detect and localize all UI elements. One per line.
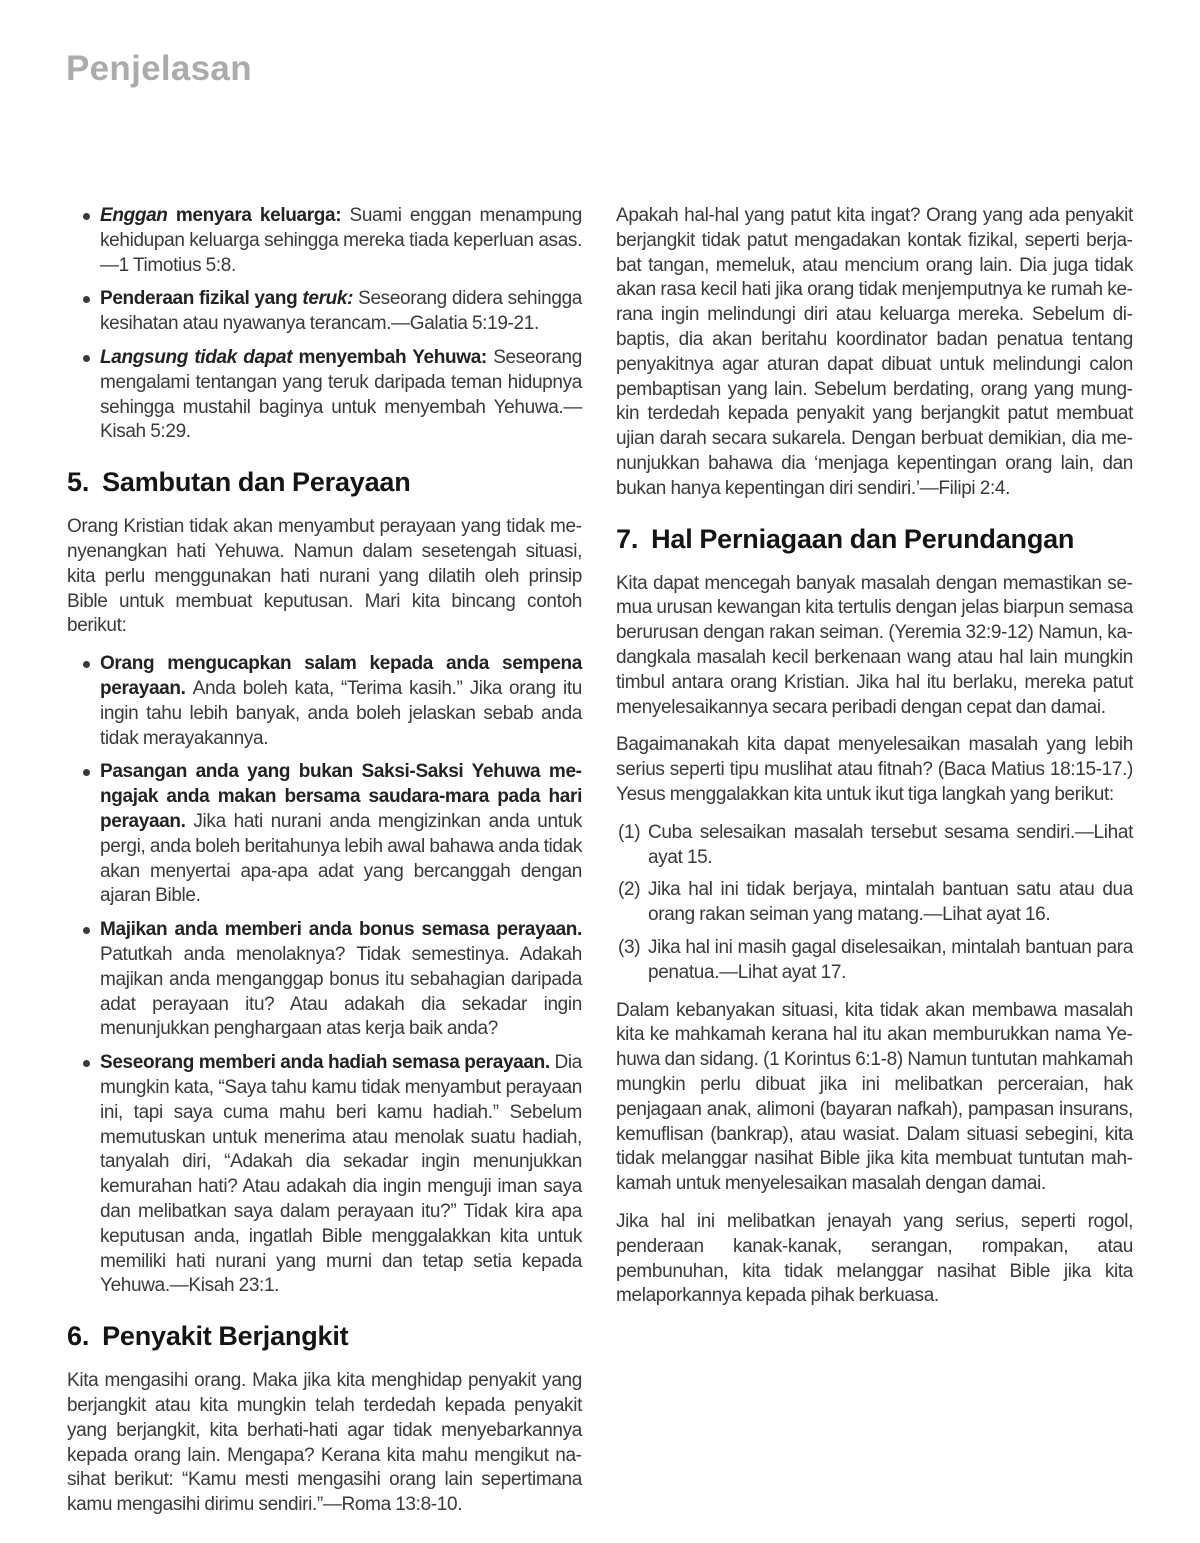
- text-segment: menyembah Yehuwa:: [292, 346, 494, 368]
- text-segment: teruk:: [302, 288, 359, 310]
- step-text: Cuba selesaikan masalah tersebut sesama sendiri.—Lihat ayat 15.: [648, 821, 1133, 868]
- step-text: Jika hal ini tidak berjaya, mintalah bantuan satu atau dua orang rakan seiman yang matang.—Lihat ayat 16.: [648, 879, 1133, 926]
- section-heading-6: [67, 1321, 582, 1352]
- list-item: [67, 918, 582, 1042]
- text-segment: Penderaan fizikal yang: [100, 288, 303, 310]
- paragraph: Dalam kebanyakan situasi, kita tidak akan membawa masalah kita ke mahkamah kerana hal itu akan memburukkan nama Yehuwa dan sidang. (1 Korintus 6:1-8) Namun tuntutan mahkamah mungkin perlu dibuat jika ini melibatkan perceraian, hak penjagaan anak, alimoni (bayaran nafkah), pampasan insurans, kemuflisan (bankrap), atau wasiat. Dalam situasi sebegini, kita tidak melanggar nasihat Bible jika kita membuat tuntutan mahkamah untuk menyelesaikan masalah dengan damai.: [616, 999, 1133, 1195]
- list-item: [67, 287, 582, 337]
- steps-list: [616, 821, 1133, 986]
- list-item-text: [100, 287, 582, 337]
- situation-bullet-list: [67, 204, 582, 445]
- list-item-text: [100, 652, 582, 751]
- list-item-text: [100, 346, 582, 445]
- section-title: Penyakit Berjangkit: [102, 1321, 349, 1352]
- list-item: [67, 204, 582, 278]
- text-segment: Suami enggan menampung kehidupan keluarga sehingga mereka tiada keperluan asas.—1 Timotius 5:8.: [100, 205, 582, 276]
- list-item: [67, 760, 582, 909]
- paragraph: Bagaimanakah kita dapat menyelesaikan masalah yang lebih serius seperti tipu muslihat atau fitnah? (Baca Matius 18:15-17.) Yesus menggalakkan kita untuk ikut tiga langkah yang berikut:: [616, 734, 1133, 805]
- step-number: (2): [618, 879, 641, 901]
- section-number: 6.: [67, 1321, 90, 1352]
- list-item-text: [100, 204, 582, 278]
- text-segment: Dia mungkin kata, “Saya tahu kamu tidak menyambut perayaan ini, tapi saya cuma mahu beri kamu hadiah.” Sebelum memutuskan untuk menerima atau menolak suatu hadiah, tanyalah diri, “Adakah dia sekadar ingin menunjukkan kemurahan hati? Atau adakah dia ingin menguji iman saya dan melibatkan saya dalam perayaan itu?” Tidak kira apa keputusan anda, ingatlah Bible menggalakkan kita untuk memiliki hati nurani yang murni dan tetap setia kepada Yehuwa.—Kisah 23:1.: [100, 1052, 582, 1297]
- paragraph: Kita dapat mencegah banyak masalah dengan memastikan semua urusan kewangan kita tertulis dengan jelas biarpun semasa berurusan dengan rakan seiman. (Yeremia 32:9-12) Namun, kadangkala masalah kecil berkenaan wang atau hal lain mungkin timbul antara orang Kristian. Jika hal itu berlaku, mereka patut menyelesaikannya secara peribadi dengan cepat dan damai.: [616, 572, 1133, 718]
- list-item-text: [100, 1051, 582, 1299]
- list-item-text: [100, 918, 582, 1042]
- paragraph: Apakah hal-hal yang patut kita ingat? Orang yang ada penyakit berjangkit tidak patut mengadakan kontak fizikal, seperti berjabat tangan, memeluk, atau mencium orang lain. Dia juga tidak akan rasa kecil hati jika orang tidak menjemputnya ke rumah kerana ingin melindungi diri atau keluarga mereka. Sebelum dibaptis, dia akan beritahu koordinator badan penatua tentang penyakitnya agar aturan dapat dibuat untuk melindungi calon pembaptisan yang lain. Sebelum berdating, orang yang mungkin terdedah kepada penyakit yang berjangkit patut membuat ujian darah secara sukarela. Dengan berbuat demikian, dia menunjukkan bahawa dia ‘menjaga kepentingan orang lain, dan bukan hanya kepentingan diri sendiri.’—Filipi 2:4.: [616, 205, 1133, 499]
- text-segment: menyara keluarga:: [167, 205, 350, 226]
- list-item: [67, 1051, 582, 1299]
- paragraph: Jika hal ini melibatkan jenayah yang serius, seperti rogol, penderaan kanak-kanak, serangan, rompakan, atau pembunuhan, kita tidak melanggar nasihat Bible jika kita melaporkannya kepada pihak berkuasa.: [616, 1210, 1133, 1307]
- text-segment: Enggan: [100, 205, 168, 226]
- page-title: Penjelasan: [66, 49, 252, 88]
- bullet-icon: [83, 769, 90, 776]
- step-item: [616, 821, 1133, 871]
- section-number: 7.: [616, 523, 639, 554]
- text-segment: Langsung tidak dapat: [100, 346, 293, 368]
- text-segment: Anda boleh kata, “Terima kasih.” Jika orang itu ingin tahu lebih banyak, anda boleh jelaskan sebab anda tidak merayakannya.: [100, 678, 582, 749]
- text-segment: Patutkah anda menolaknya? Tidak semestinya. Adakah majikan anda menganggap bonus itu sebahagian daripada adat perayaan itu? Atau adakah dia sekadar ingin menunjukkan penghargaan atas kerja baik anda?: [100, 943, 582, 1040]
- section-heading-5: [67, 467, 582, 498]
- section-title: Hal Perniagaan dan Perundangan: [651, 523, 1075, 554]
- list-item: [67, 652, 582, 751]
- text-segment: Pasangan anda yang bukan Saksi-Saksi Yehuwa mengajak anda makan bersama saudara-mara pada hari perayaan.: [100, 761, 582, 832]
- text-segment: Orang mengucapkan salam kepada anda sempena perayaan.: [100, 653, 582, 699]
- left-column: [67, 204, 582, 1531]
- paragraph: Orang Kristian tidak akan menyambut perayaan yang tidak menyenangkan hati Yehuwa. Namun dalam sesetengah situasi, kita perlu menggunakan hati nurani yang dilatih oleh prinsip Bible untuk membuat keputusan. Mari kita bincang contoh berikut:: [67, 516, 582, 637]
- bullet-icon: [83, 1060, 90, 1067]
- section-number: 5.: [67, 467, 90, 498]
- text-segment: Seseorang didera sehingga kesihatan atau nyawanya terancam.—Galatia 5:19-21.: [100, 288, 582, 335]
- section-title: Sambutan dan Perayaan: [102, 467, 411, 498]
- step-text: Jika hal ini masih gagal diselesaikan, mintalah bantuan para penatua.—Lihat ayat 17.: [648, 936, 1133, 983]
- step-item: [616, 878, 1133, 928]
- step-number: (3): [618, 936, 641, 958]
- paragraph: Kita mengasihi orang. Maka jika kita menghidap penyakit yang berjangkit atau kita mungkin telah terdedah kepada penyakit yang berjangkit, kita berhati-hati agar tidak menyebarkannya kepada orang lain. Mengapa? Kerana kita mahu mengikut nasihat berikut: “Kamu mesti mengasihi orang lain sepertimana kamu mengasihi dirimu sendiri.”—Roma 13:8-10.: [67, 1370, 582, 1516]
- right-column: [616, 204, 1133, 1322]
- list-item-text: [100, 760, 582, 909]
- bullet-icon: [83, 355, 90, 362]
- text-segment: Seseorang memberi anda hadiah semasa perayaan.: [100, 1052, 555, 1074]
- section-heading-7: [616, 524, 1133, 555]
- bullet-icon: [83, 213, 90, 220]
- step-item: [616, 936, 1133, 986]
- list-item: [67, 346, 582, 445]
- text-segment: Majikan anda memberi anda bonus semasa perayaan.: [100, 919, 582, 941]
- bullet-icon: [83, 927, 90, 934]
- step-number: (1): [618, 821, 641, 843]
- text-segment: Seseorang mengalami tentangan yang teruk daripada teman hidupnya sehingga mustahil baginya untuk menyembah Yehuwa.—Kisah 5:29.: [100, 346, 582, 443]
- text-segment: Jika hati nurani anda mengizinkan anda untuk pergi, anda boleh beritahunya lebih awal bahawa anda tidak akan menyertai apa-apa adat yang bercanggah dengan ajaran Bible.: [100, 810, 583, 907]
- celebration-bullet-list: [67, 652, 582, 1299]
- bullet-icon: [83, 296, 90, 303]
- bullet-icon: [83, 661, 90, 668]
